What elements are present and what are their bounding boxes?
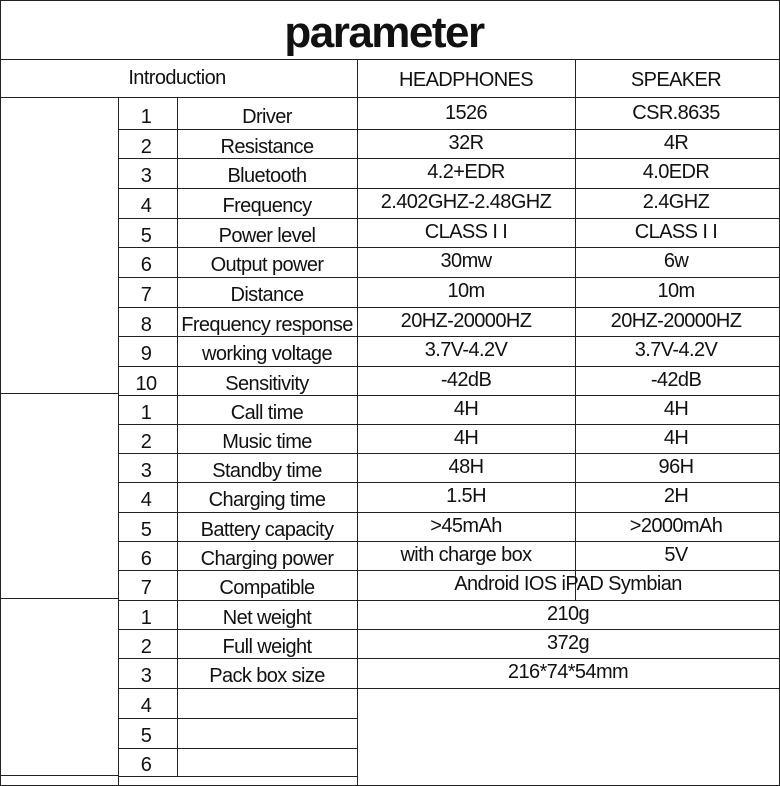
speaker-value: CSR.8635 xyxy=(632,102,720,124)
row-number: 1 xyxy=(140,106,152,128)
grid-line xyxy=(118,570,779,571)
speaker-value: 4R xyxy=(663,132,689,154)
grid-line xyxy=(118,307,779,308)
speaker-value: 2H xyxy=(663,485,689,507)
speaker-value: 4.0EDR xyxy=(642,161,710,183)
headphones-value: 3.7V-4.2V xyxy=(424,339,508,361)
grid-line xyxy=(0,59,779,60)
row-label: Full weight xyxy=(222,636,312,658)
grid-line xyxy=(0,97,779,98)
grid-line xyxy=(118,453,779,454)
headphones-value: 20HZ-20000HZ xyxy=(400,310,532,332)
grid-line xyxy=(357,688,779,689)
headphones-value: -42dB xyxy=(440,369,492,391)
grid-line xyxy=(118,629,779,630)
headphones-value: 2.402GHZ-2.48GHZ xyxy=(380,191,552,213)
row-label: Power level xyxy=(218,225,316,247)
grid-line xyxy=(118,366,779,367)
row-label: Compatible xyxy=(219,577,315,599)
grid-line xyxy=(118,247,779,248)
row-label: Sensitivity xyxy=(225,373,309,395)
row-number: 1 xyxy=(140,402,152,424)
speaker-value: 10m xyxy=(657,280,695,302)
grid-line xyxy=(118,718,357,719)
row-number: 3 xyxy=(140,165,152,187)
speaker-value: 4H xyxy=(663,427,689,449)
grid-line xyxy=(118,748,357,749)
grid-line xyxy=(0,775,118,776)
row-label: Output power xyxy=(210,254,324,276)
grid-line xyxy=(118,158,779,159)
row-number: 7 xyxy=(140,284,152,306)
grid-line xyxy=(118,482,779,483)
row-label: working voltage xyxy=(202,343,332,365)
headphones-value: 4.2+EDR xyxy=(427,161,505,183)
row-label: Standby time xyxy=(212,460,322,482)
row-number: 4 xyxy=(140,695,152,717)
header-introduction: Introduction xyxy=(128,67,226,89)
row-label: Pack box size xyxy=(209,665,325,687)
grid-line xyxy=(118,277,779,278)
header-speaker: SPEAKER xyxy=(630,69,722,91)
headphones-value: 32R xyxy=(448,132,484,154)
row-number: 10 xyxy=(135,373,157,395)
row-label: Resistance xyxy=(220,136,314,158)
row-value: Android IOS iPAD Symbian xyxy=(454,573,682,595)
headphones-value: with charge box xyxy=(400,544,532,566)
headphones-value: CLASS I I xyxy=(424,221,508,243)
row-label: Bluetooth xyxy=(227,165,307,187)
row-label: Driver xyxy=(242,106,292,128)
row-number: 3 xyxy=(140,665,152,687)
row-number: 6 xyxy=(140,254,152,276)
headphones-value: 4H xyxy=(453,427,479,449)
grid-line xyxy=(118,336,779,337)
row-label: Net weight xyxy=(222,607,312,629)
row-number: 2 xyxy=(140,136,152,158)
speaker-value: 96H xyxy=(658,456,694,478)
grid-line xyxy=(118,658,779,659)
row-number: 9 xyxy=(140,343,152,365)
row-label: Frequency response xyxy=(181,314,353,336)
grid-line xyxy=(118,129,779,130)
row-value: 210g xyxy=(546,603,590,625)
speaker-value: 3.7V-4.2V xyxy=(634,339,718,361)
row-label: Music time xyxy=(222,431,312,453)
grid-line xyxy=(118,512,779,513)
speaker-value: >2000mAh xyxy=(629,515,723,537)
row-value: 372g xyxy=(546,632,590,654)
grid-line xyxy=(118,424,779,425)
grid-line xyxy=(357,59,358,785)
headphones-value: 48H xyxy=(448,456,484,478)
row-label: Charging power xyxy=(200,548,334,570)
row-number: 7 xyxy=(140,577,152,599)
grid-line xyxy=(118,776,357,777)
row-number: 5 xyxy=(140,519,152,541)
row-number: 5 xyxy=(140,225,152,247)
row-number: 8 xyxy=(140,314,152,336)
row-label: Battery capacity xyxy=(200,519,334,541)
page-title: parameter xyxy=(284,8,484,57)
grid-line xyxy=(0,393,118,394)
row-number: 2 xyxy=(140,431,152,453)
speaker-value: CLASS I I xyxy=(634,221,718,243)
header-headphones: HEADPHONES xyxy=(398,69,534,91)
row-number: 5 xyxy=(140,725,152,747)
grid-line xyxy=(118,395,779,396)
row-number: 1 xyxy=(140,607,152,629)
row-label: Distance xyxy=(230,284,304,306)
row-number: 2 xyxy=(140,636,152,658)
grid-line xyxy=(0,598,118,599)
row-label: Charging time xyxy=(208,489,326,511)
row-label: Frequency xyxy=(222,195,312,217)
speaker-value: 5V xyxy=(664,544,688,566)
grid-line xyxy=(118,218,779,219)
headphones-value: 4H xyxy=(453,398,479,420)
row-number: 4 xyxy=(140,489,152,511)
headphones-value: 30mw xyxy=(440,250,492,272)
grid-line xyxy=(118,188,779,189)
headphones-value: >45mAh xyxy=(430,515,502,537)
row-value: 216*74*54mm xyxy=(507,661,629,683)
row-number: 3 xyxy=(140,460,152,482)
grid-line xyxy=(118,97,119,785)
row-number: 6 xyxy=(140,548,152,570)
row-label: Call time xyxy=(230,402,304,424)
headphones-value: 1526 xyxy=(444,102,488,124)
grid-line xyxy=(118,600,779,601)
headphones-value: 10m xyxy=(447,280,485,302)
row-number: 4 xyxy=(140,195,152,217)
speaker-value: 2.4GHZ xyxy=(642,191,710,213)
grid-line xyxy=(575,59,576,600)
speaker-value: 4H xyxy=(663,398,689,420)
headphones-value: 1.5H xyxy=(446,485,486,507)
speaker-value: 20HZ-20000HZ xyxy=(610,310,742,332)
speaker-value: -42dB xyxy=(650,369,702,391)
row-number: 6 xyxy=(140,754,152,776)
grid-line xyxy=(118,541,779,542)
speaker-value: 6w xyxy=(663,250,689,272)
grid-line xyxy=(177,97,178,776)
